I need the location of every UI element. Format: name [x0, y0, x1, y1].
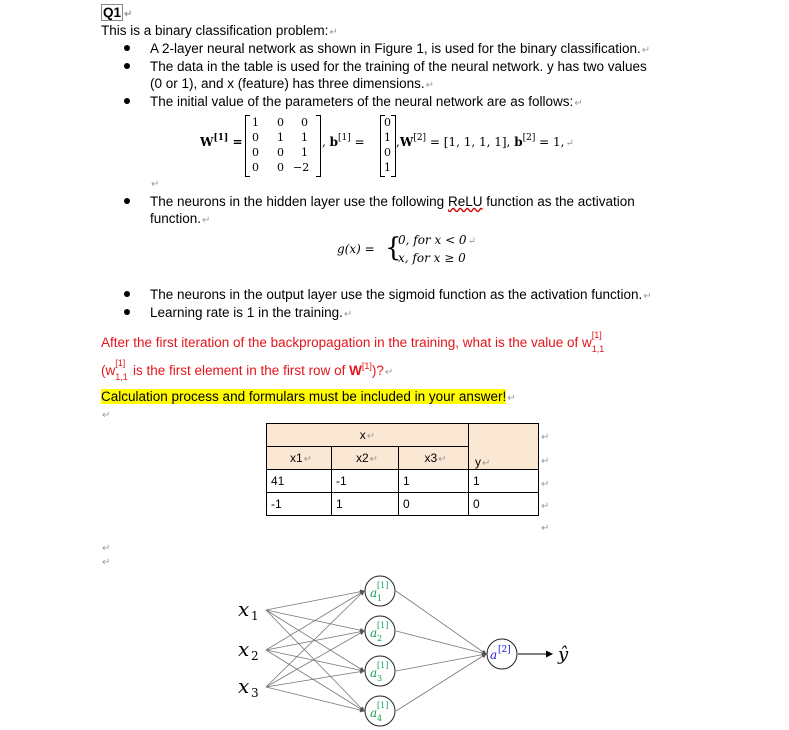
- edge-x3-a4: [266, 687, 364, 711]
- x1-header: x1↵: [267, 447, 332, 470]
- neural-network-figure: [220, 570, 600, 730]
- x2-header: x2↵: [332, 447, 399, 470]
- cell: -1: [267, 493, 332, 516]
- w1-label: W[1] =: [200, 133, 243, 149]
- hidden-neuron-2: [365, 616, 395, 646]
- svg-text:a: a: [370, 626, 378, 640]
- cell: 0: [469, 493, 539, 516]
- svg-text:1: 1: [377, 594, 383, 603]
- edge-a1-output: [396, 591, 486, 654]
- instruction-highlight: Calculation process and formulars must be included in your answer!↵: [101, 389, 516, 404]
- edge-x2-a1: [266, 591, 364, 650]
- cell: 1: [469, 470, 539, 493]
- svg-text:[1]: [1]: [377, 661, 389, 670]
- bullet-dot: [124, 63, 130, 69]
- bullet-dot: [124, 45, 130, 51]
- output-neuron: [487, 639, 517, 669]
- bullet-dot: [124, 198, 130, 204]
- bullet-3: The initial value of the parameters of the neural network are as follows:↵: [150, 94, 583, 109]
- svg-text:x: x: [238, 597, 250, 621]
- relu-bullet-cont: function.↵: [150, 211, 211, 226]
- svg-text:x: x: [238, 674, 250, 698]
- cell: 1: [332, 493, 399, 516]
- x-group-header: x↵: [267, 424, 469, 447]
- table-row: [267, 493, 539, 516]
- edge-x2-a3: [266, 650, 364, 671]
- svg-text:[1]: [1]: [377, 701, 389, 710]
- table-row: [267, 470, 539, 493]
- input-x2: [238, 637, 259, 663]
- bullet-dot: [124, 291, 130, 297]
- y-hat: ŷ: [558, 644, 569, 665]
- relu-formula-lhs: g(x) =: [337, 242, 375, 256]
- training-data-table: [266, 423, 539, 516]
- svg-text:a: a: [490, 648, 498, 662]
- cell: 1: [399, 470, 469, 493]
- input-x1: [238, 597, 259, 623]
- bullet-dot: [124, 98, 130, 104]
- edge-a2-output: [396, 631, 486, 654]
- network-edges: [266, 591, 364, 711]
- cell: 41: [267, 470, 332, 493]
- sigmoid-bullet: The neurons in the output layer use the sigmoid function as the activation function.↵: [150, 287, 652, 302]
- output-edges: [396, 591, 486, 711]
- question-line-2: (w [1] 1,1 is the first element in the first row of W[1])?↵: [101, 358, 394, 382]
- svg-text:3: 3: [251, 686, 259, 700]
- relu-brace: {: [385, 233, 402, 263]
- question-line-1: After the first iteration of the backpropagation in the training, what is the value of w [1] 1,1: [101, 330, 605, 354]
- input-x3: [238, 674, 259, 700]
- y-header: y↵: [475, 455, 491, 469]
- svg-text:a: a: [370, 706, 378, 720]
- bullet-dot: [124, 309, 130, 315]
- svg-text:[2]: [2]: [498, 645, 511, 655]
- hidden-neuron-3: [365, 656, 395, 686]
- cell: 0: [399, 493, 469, 516]
- intro-text: This is a binary classification problem:↵: [101, 23, 338, 38]
- hidden-neuron-4: [365, 696, 395, 726]
- svg-text:x: x: [238, 637, 250, 661]
- bullet-2-cont: (0 or 1), and x (feature) has three dimensions.↵: [150, 76, 435, 91]
- empty-line: ↵: [151, 179, 160, 190]
- bullet-1: A 2-layer neural network as shown in Figure 1, is used for the binary classification.↵: [150, 41, 651, 56]
- question-title: Q1 ↵: [103, 5, 133, 20]
- svg-text:a: a: [370, 586, 378, 600]
- svg-text:a: a: [370, 666, 378, 680]
- relu-case-2: x, for x ≥ 0: [398, 251, 466, 265]
- w2-b2-equation: ,W[2] = [1, 1, 1, 1], b[2] = 1,↵: [396, 133, 574, 149]
- edge-x2-a2: [266, 631, 364, 650]
- bullet-2: The data in the table is used for the training of the neural network. y has two values: [150, 59, 647, 74]
- cell: -1: [332, 470, 399, 493]
- relu-case-1: 0, for x < 0↵: [398, 233, 476, 247]
- svg-text:2: 2: [377, 634, 383, 643]
- table-header-row: [267, 424, 539, 447]
- b1-label: , b[1] =: [322, 133, 365, 149]
- relu-bullet: The neurons in the hidden layer use the following ReLU function as the activation: [150, 194, 635, 209]
- svg-text:[1]: [1]: [377, 621, 389, 630]
- svg-text:1: 1: [251, 609, 259, 623]
- empty-line: ↵: [102, 410, 111, 421]
- edge-x1-a1: [266, 591, 364, 610]
- x3-header: x3↵: [399, 447, 469, 470]
- svg-text:2: 2: [251, 649, 259, 663]
- hidden-neuron-1: [365, 576, 395, 606]
- learning-rate-bullet: Learning rate is 1 in the training.↵: [150, 305, 353, 320]
- svg-text:[1]: [1]: [377, 581, 389, 590]
- svg-text:4: 4: [377, 714, 383, 723]
- svg-text:3: 3: [377, 674, 383, 683]
